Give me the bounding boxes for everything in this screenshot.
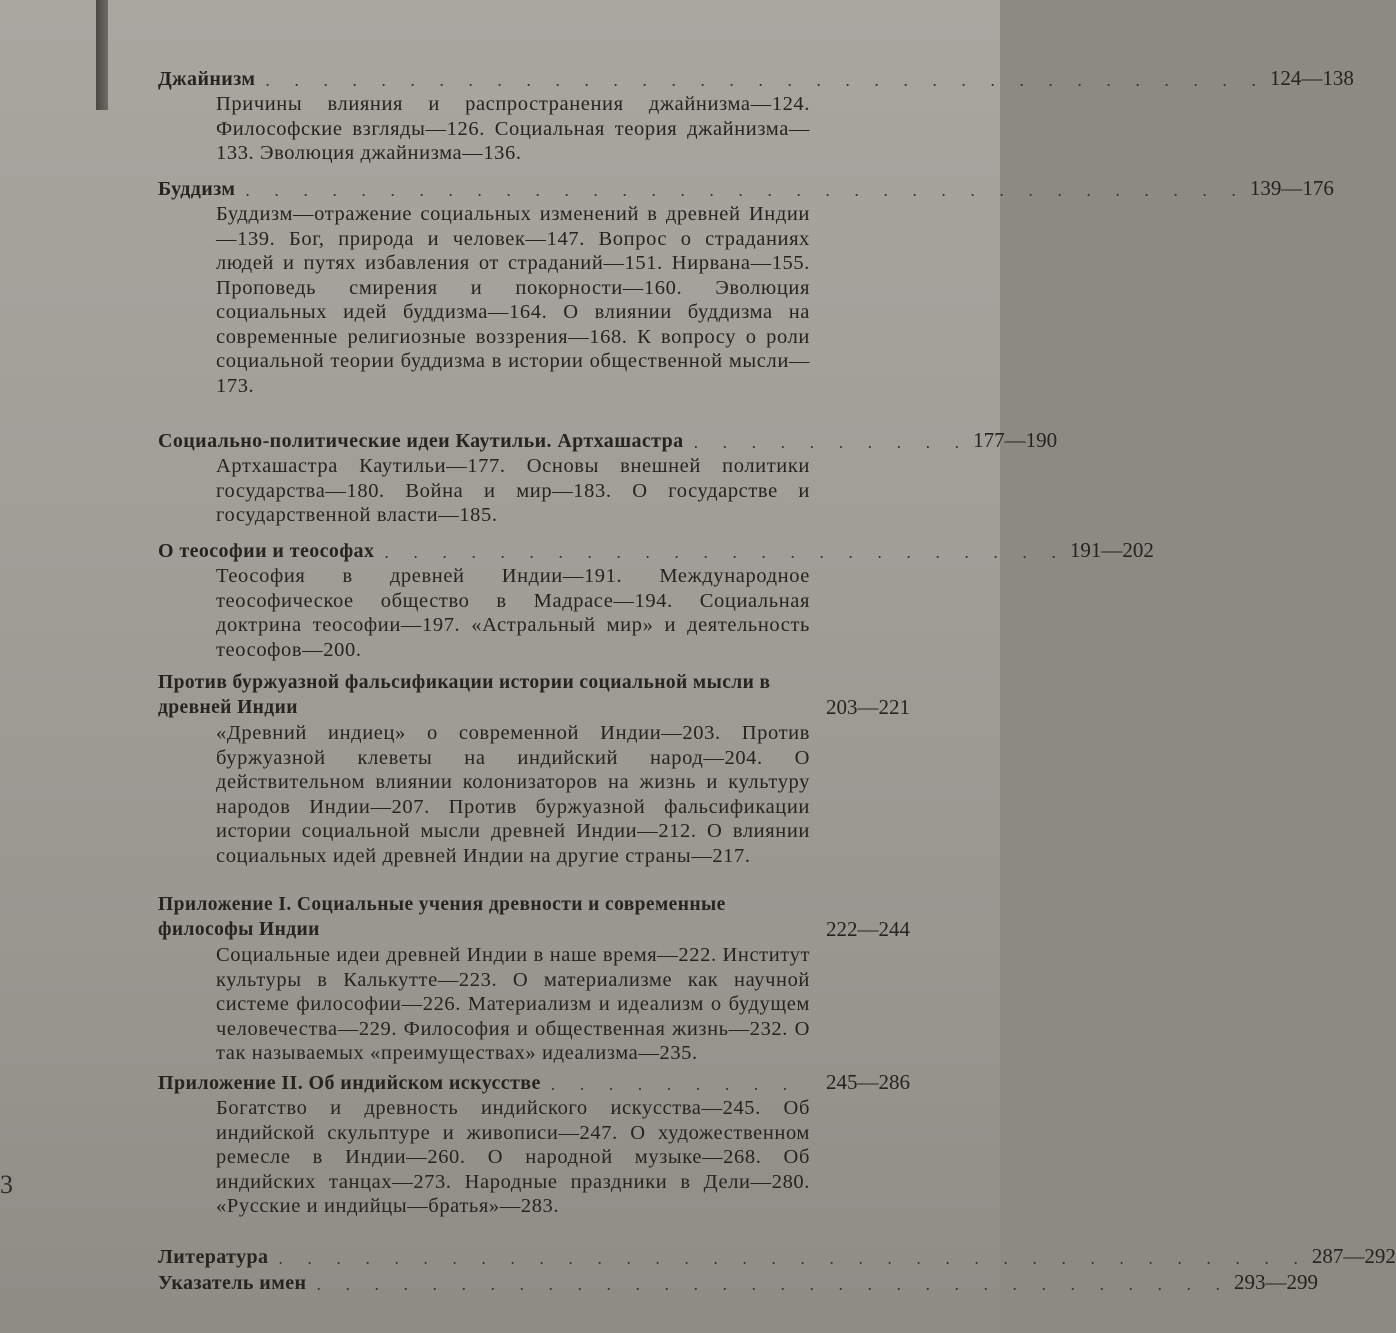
page-range: 245—286 (826, 1070, 910, 1094)
entry-description: «Древний индиец» о современной Индии—203. Против буржуазной клеветы на индийский народ—204. О действительном влиянии колонизаторов на жизнь и культуру народов Индии—207. Против буржуазной фальсификации истории социальной мысли древней Индии—212. О влиянии социальных идей древней Индии на другие страны—217. (216, 722, 810, 867)
toc-entry (158, 670, 910, 868)
toc-entry (158, 1070, 910, 1219)
leader-dots: . . . . . . . . . . . . . . . . . . . . . . . . (384, 542, 1066, 562)
entry-title: Приложение II. Об индийском искусстве (158, 1072, 541, 1094)
leader-dots: . . . . . . . . . . . . . . . . . . . . . . . . . . . . . . . . . . . (245, 180, 1246, 200)
entry-title: Социально-политические идеи Каутильи. Артхашастра (158, 430, 684, 452)
leader-dots: . . . . . . . . . . . . . . . . . . . . . . . . . . . . . . . . . . . . (278, 1248, 1308, 1268)
toc-entry (158, 538, 1154, 662)
page-range: 222—244 (826, 917, 910, 941)
leader-dots: . . . . . . . . . . . . . . . . . . . . . . . . . . . . . . . . (316, 1274, 1230, 1294)
leader-dots: . . . . . . . . . (550, 1074, 798, 1094)
entry-description: Буддизм—отражение социальных изменений в древней Индии—139. Бог, природа и человек—147. Вопрос о страданиях людей и путях избавления от страданий—151. Нирвана—155. Проповедь смирения и покорности—160. Эволюция социальных идей буддизма—164. О влиянии буддизма на современные религиозные воззрения—168. К вопросу о роли социальной теории буддизма в истории общественной мысли—173. (216, 203, 810, 397)
entry-title: Против буржуазной фальсификации истории социальной мысли в древней Индии (158, 672, 771, 718)
entry-title: О теософии и теософах (158, 540, 375, 562)
entry-title: Буддизм (158, 178, 236, 200)
page-range: 139—176 (1249, 176, 1334, 200)
page-range: 191—202 (1069, 538, 1154, 562)
page-range: 124—138 (1269, 66, 1354, 90)
toc-entry (158, 1244, 1396, 1269)
toc-entry (158, 66, 1354, 166)
entry-title: Джайнизм (158, 68, 256, 90)
entry-title: Литература (158, 1246, 269, 1268)
entry-description: Теософия в древней Индии—191. Международное теософическое общество в Мадрасе—194. Социальная доктрина теософии—197. «Астральный мир» и деятельность теософов—200. (216, 565, 810, 661)
page-range: 177—190 (973, 428, 1058, 452)
entry-title: Приложение I. Социальные учения древности и современные философы Индии (158, 894, 726, 940)
page-range: 293—299 (1233, 1270, 1318, 1294)
entry-description: Артхашастра Каутильи—177. Основы внешней политики государства—180. Война и мир—183. О государстве и государственной власти—185. (216, 455, 810, 526)
toc-entry (158, 892, 910, 1066)
page-edge-mark: 3 (0, 1170, 13, 1199)
toc-entry (158, 1270, 1318, 1295)
entry-description: Социальные идеи древней Индии в наше время—222. Институт культуры в Калькутте—223. О материализме как научной системе философии—226. Материализм и идеализм о будущем человечества—229. Философия и общественная жизнь—232. О так называемых «преимуществах» идеализма—235. (216, 944, 810, 1064)
leader-dots: . . . . . . . . . . (693, 432, 970, 452)
entry-title: Указатель имен (158, 1272, 307, 1294)
page-range: 287—292 (1311, 1244, 1396, 1268)
entry-description: Причины влияния и распространения джайнизма—124. Философские взгляды—126. Социальная теория джайнизма—133. Эволюция джайнизма—136. (216, 93, 810, 164)
toc-entry (158, 176, 1334, 398)
entry-description: Богатство и древность индийского искусства—245. Об индийской скульптуре и живописи—247. О художественном ремесле в Индии—260. О народной музыке—268. Об индийских танцах—273. Народные праздники в Дели—280. «Русские и индийцы—братья»—283. (216, 1097, 810, 1217)
leader-dots: . . . . . . . . . . . . . . . . . . . . . . . . . . . . . . . . . . . (265, 70, 1266, 90)
page-range: 203—221 (826, 695, 910, 719)
toc-entry (158, 428, 1058, 528)
